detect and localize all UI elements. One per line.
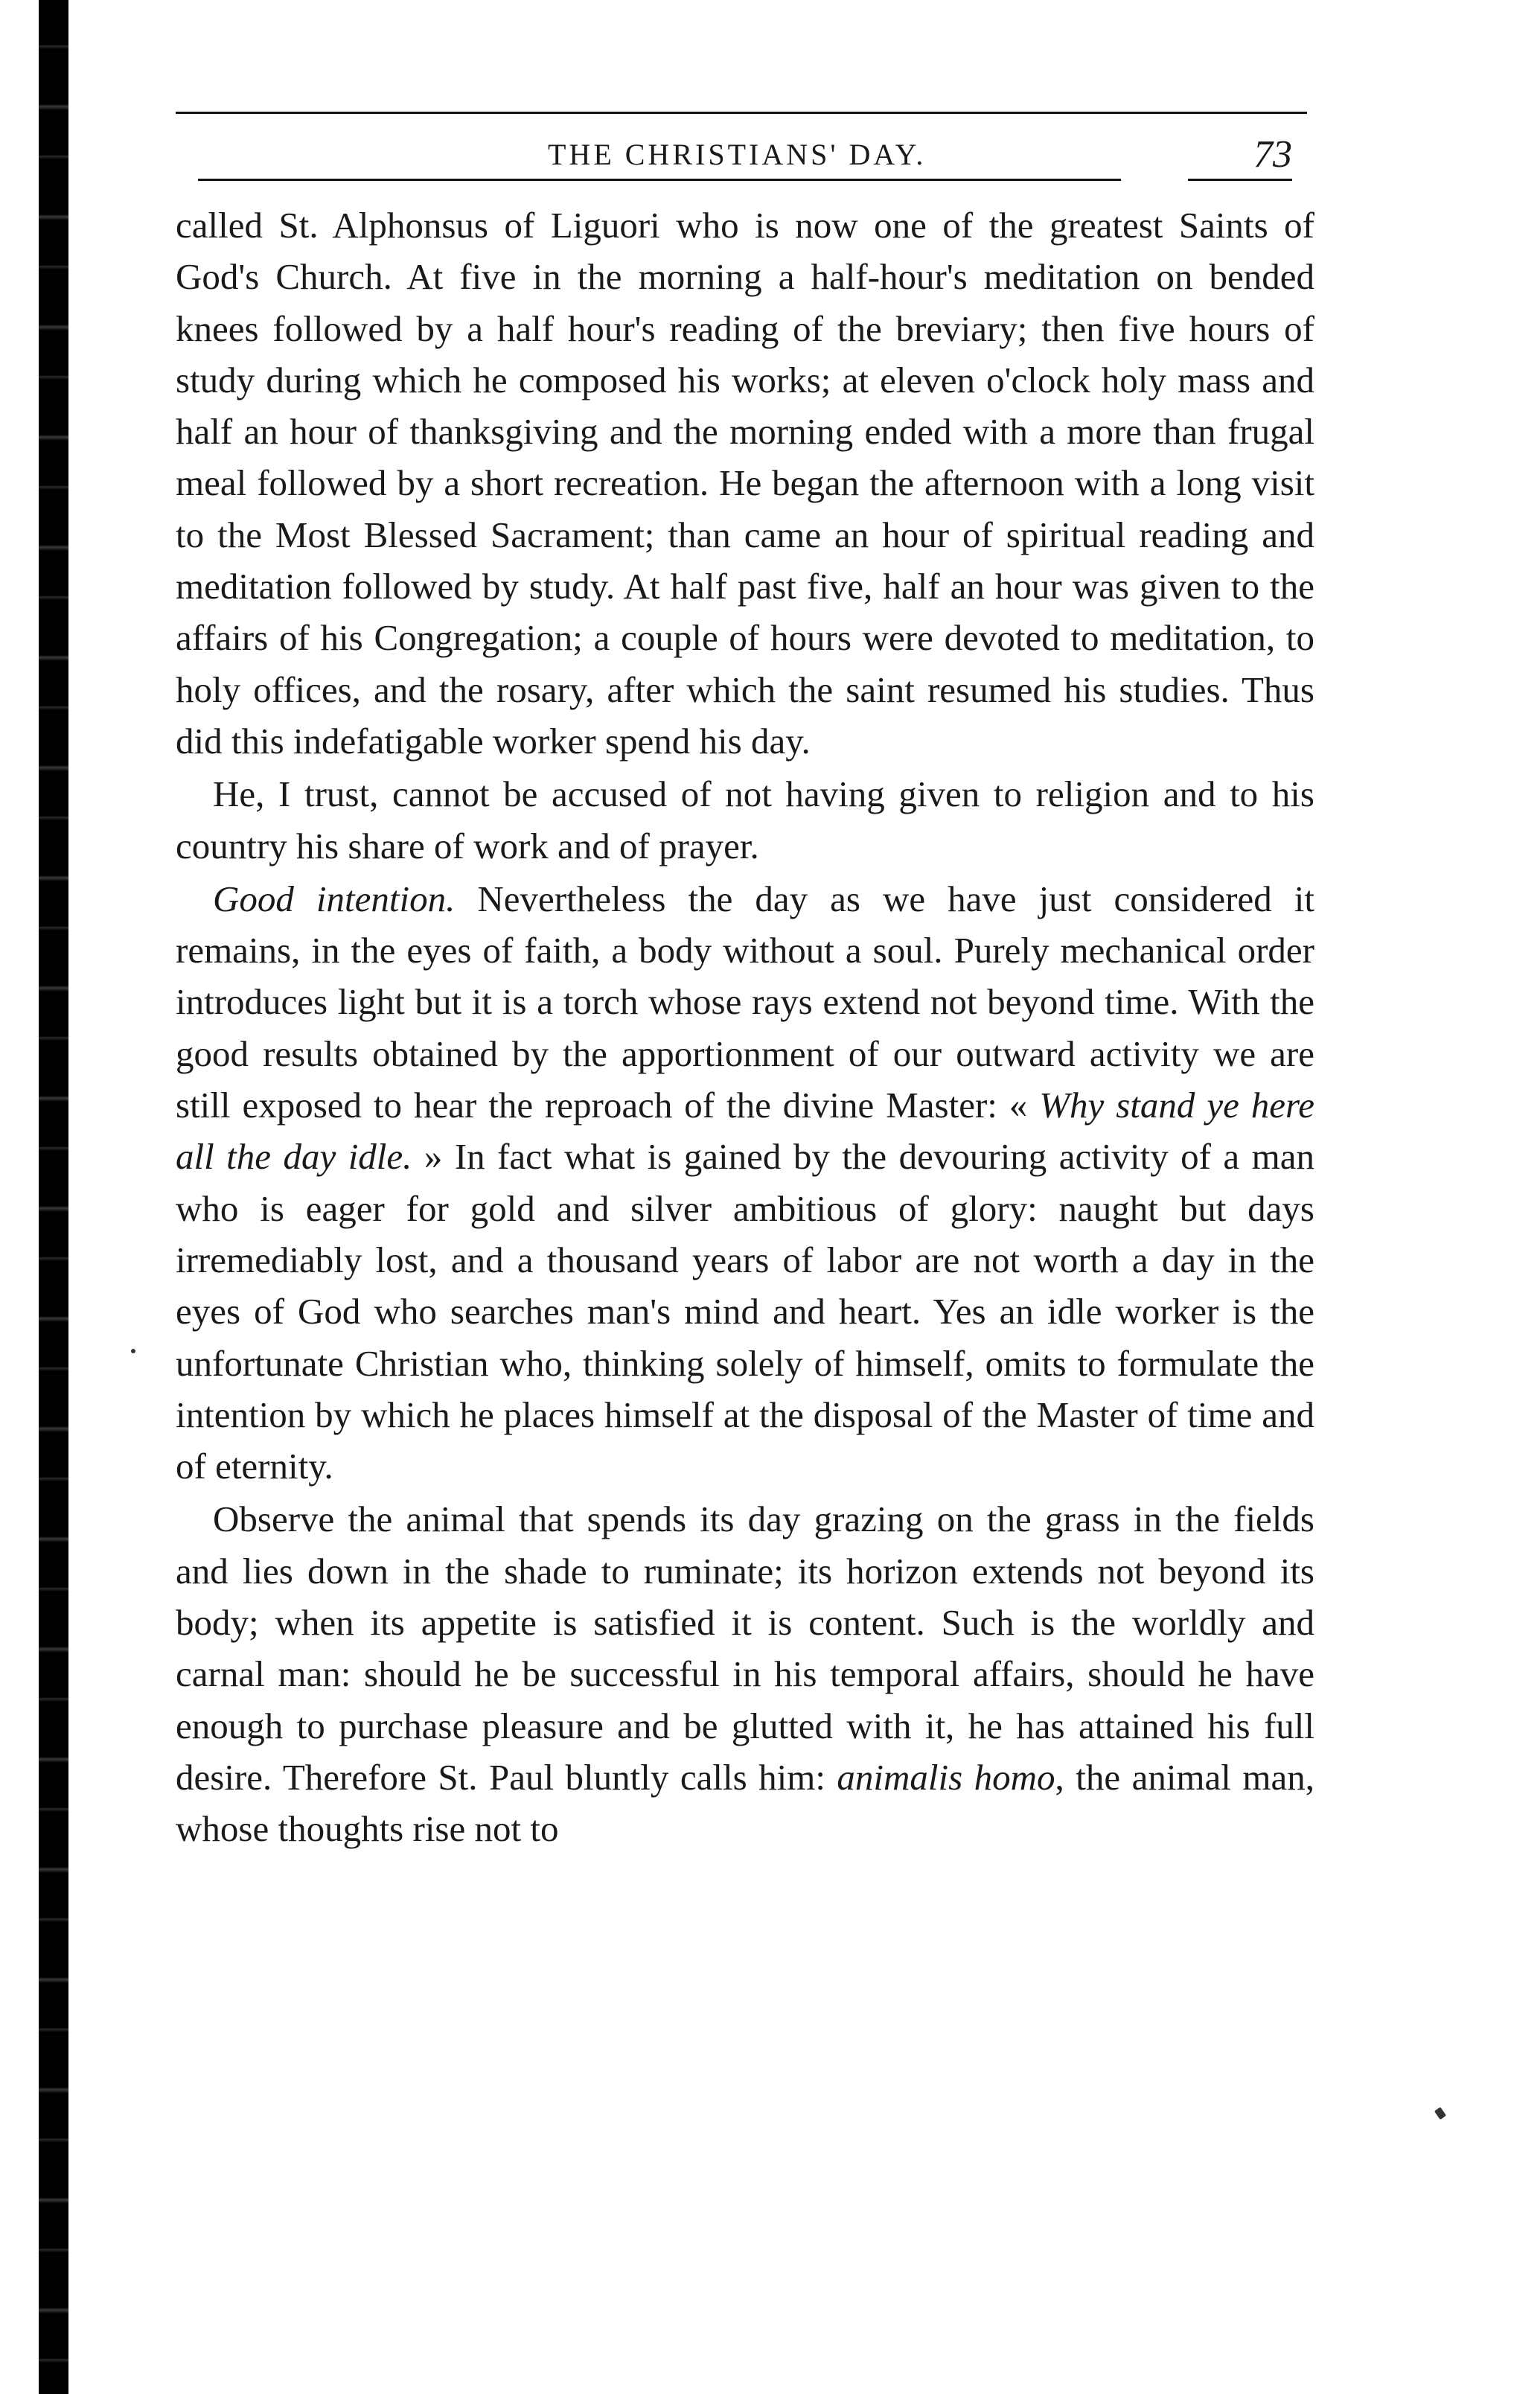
title-underline-rule — [198, 179, 1121, 181]
margin-speck — [131, 1349, 135, 1353]
paragraph — [176, 768, 1314, 872]
paragraph — [176, 200, 1314, 767]
text-run: Nevertheless the day as we have just considered it remains, in the eyes of faith, a body without a soul. Purely mechanical order introduces light but it is a torch whose rays extend not beyond time. With the good results obtained by the apportionment of our outward activity we are still exposed to hear the reproach of the divine Master: « — [176, 878, 1314, 1126]
latin-phrase: animalis homo — [837, 1756, 1055, 1798]
top-rule — [176, 112, 1307, 114]
text-run: Observe the animal that spends its day grazing on the grass in the fields and lies down in the shade to ruminate; its horizon extends not beyond its body; when its appetite is satisfied it is content. Such is the worldly and carnal man: should he be successful in his temporal affairs, should he have enough to purchase pleasure and be glutted with it, he has attained his full desire. Therefore St. Paul bluntly calls him: — [176, 1498, 1314, 1798]
page-number: 73 — [1253, 133, 1292, 176]
text-run: called St. Alphonsus of Liguori who is now one of the greatest Saints of God's Church. At five in the morning a half-hour's meditation on bended knees followed by a half hour's reading of the breviary; then five hours of study during which he composed his works; at eleven o'clock holy mass and half an hour of thanksgiving and the morning ended with a more than frugal meal followed by a short recreation. He began the afternoon with a long visit to the Most Blessed Sacrament; than came an hour of spiritual reading and meditation followed by study. At half past five, half an hour was given to the affairs of his Congregation; a couple of hours were devoted to meditation, to holy offices, and the rosary, after which the saint resumed his studies. Thus did this indefatigable worker spend his day. — [176, 205, 1314, 762]
text-run: He, I trust, cannot be accused of not having given to religion and to his country his share of work and of prayer. — [176, 773, 1314, 866]
folio-underline-rule — [1188, 179, 1292, 181]
paragraph — [176, 873, 1314, 1493]
scan-binding-edge — [39, 0, 68, 2394]
scan-speck — [1434, 2107, 1446, 2119]
text-run: » In fact what is gained by the devouring activity of a man who is eager for gold and silver ambitious of glory: naught but days irremediably lost, and a thousand years of labor are not worth a day in the eyes of God who searches man's mind and heart. Yes an idle worker is the unfortunate Christian who, thinking solely of himself, omits to formulate the intention by which he places himself at the disposal of the Master of time and of eternity. — [176, 1136, 1314, 1487]
running-head-title: THE CHRISTIANS' DAY. — [548, 138, 927, 171]
paragraph — [176, 1493, 1314, 1854]
section-heading-inline: Good intention. — [213, 878, 456, 919]
body-text — [176, 200, 1314, 1855]
quotation: Why stand ye here all the day idle. — [176, 1085, 1314, 1178]
running-head — [176, 122, 1314, 182]
text-run: , the animal man, whose thoughts rise not to — [176, 1756, 1314, 1850]
